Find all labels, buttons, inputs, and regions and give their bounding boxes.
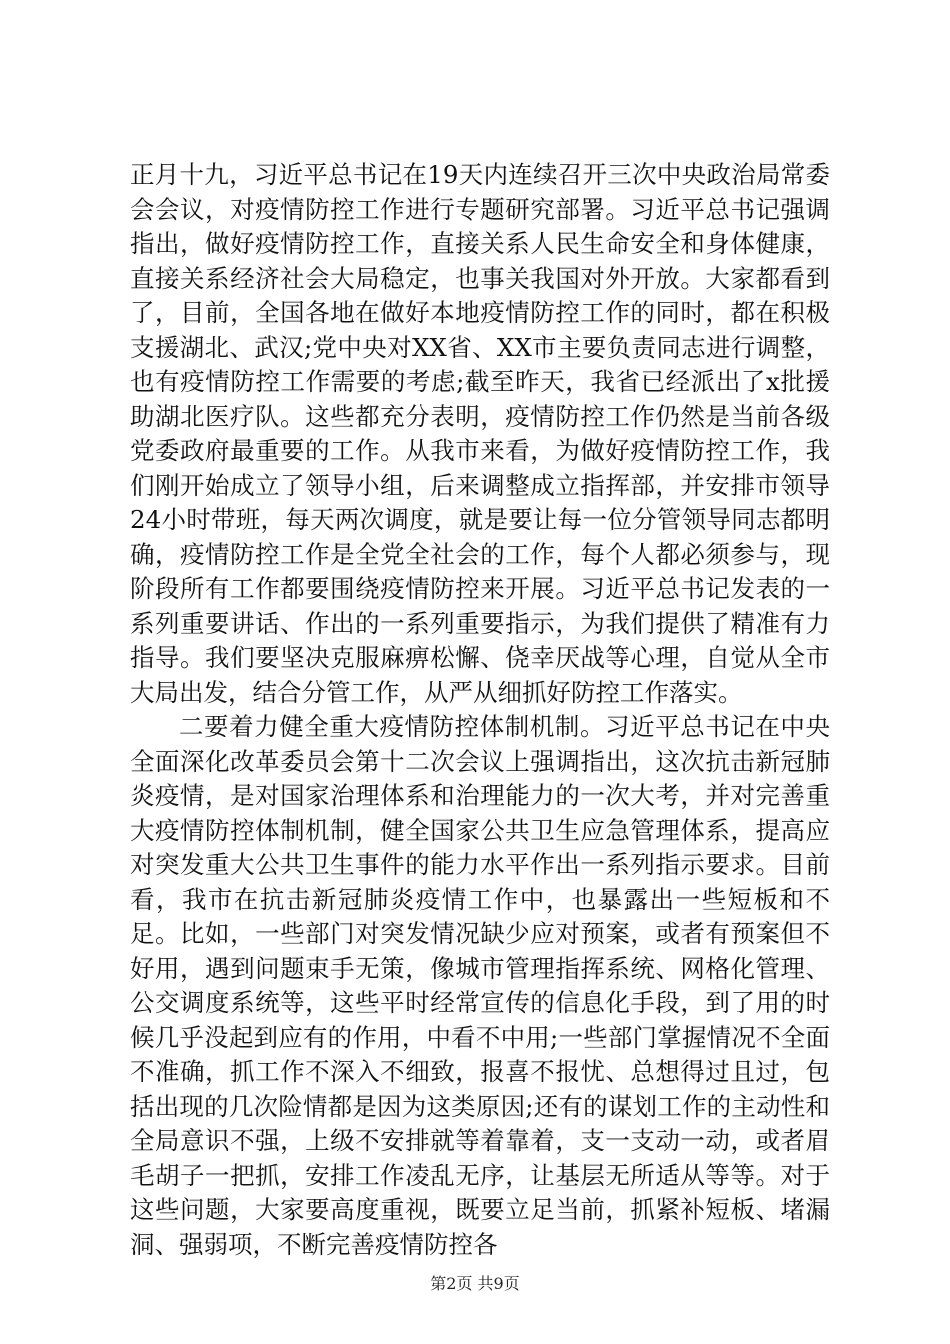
paragraph-1: 正月十九，习近平总书记在19天内连续召开三次中央政治局常委会会议，对疫情防控工作进行专题研究部署。习近平总书记强调指出，做好疫情防控工作，直接关系人民生命安全和身体健康，直接关系经济社会大局稳定，也事关我国对外开放。大家都看到了，目前，全国各地在做好本地疫情防控工作的同时，都在积极支援湖北、武汉;党中央对XX省、XX市主要负责同志进行调整，也有疫情防控工作需要的考虑;截至昨天，我省已经派出了x批援助湖北医疗队。这些都充分表明，疫情防控工作仍然是当前各级党委政府最重要的工作。从我市来看，为做好疫情防控工作，我们刚开始成立了领导小组，后来调整成立指挥部，并安排市领导24小时带班，每天两次调度，就是要让每一位分管领导同志都明确，疫情防控工作是全党全社会的工作，每个人都必须参与，现阶段所有工作都要围绕疫情防控来开展。习近平总书记发表的一系列重要讲话、作出的一系列重要指示，为我们提供了精准有力指导。我们要坚决克服麻痹松懈、侥幸厌战等心理，自觉从全市大局出发，结合分管工作，从严从细抓好防控工作落实。	[130, 160, 830, 707]
paragraph-2: 二要着力健全重大疫情防控体制机制。习近平总书记在中央全面深化改革委员会第十二次会议上强调指出，这次抗击新冠肺炎疫情，是对国家治理体系和治理能力的一次大考，并对完善重大疫情防控体制机制，健全国家公共卫生应急管理体系，提高应对突发重大公共卫生事件的能力水平作出一系列指示要求。目前看，我市在抗击新冠肺炎疫情工作中，也暴露出一些短板和不足。比如，一些部门对突发情况缺少应对预案，或者有预案但不好用，遇到问题束手无策，像城市管理指挥系统、网格化管理、公交调度系统等，这些平时经常宣传的信息化手段，到了用的时候几乎没起到应有的作用，中看不中用;一些部门掌握情况不全面不准确，抓工作不深入不细致，报喜不报忧、总想得过且过，包括出现的几次险情都是因为这类原因;还有的谋划工作的主动性和全局意识不强，上级不安排就等着靠着，支一支动一动，或者眉毛胡子一把抓，安排工作凌乱无序，让基层无所适从等等。对于这些问题，大家要高度重视，既要立足当前，抓紧补短板、堵漏洞、强弱项，不断完善疫情防控各	[130, 712, 830, 1259]
document-body	[130, 158, 830, 1262]
page-footer: 第2页 共9页	[430, 1274, 520, 1293]
